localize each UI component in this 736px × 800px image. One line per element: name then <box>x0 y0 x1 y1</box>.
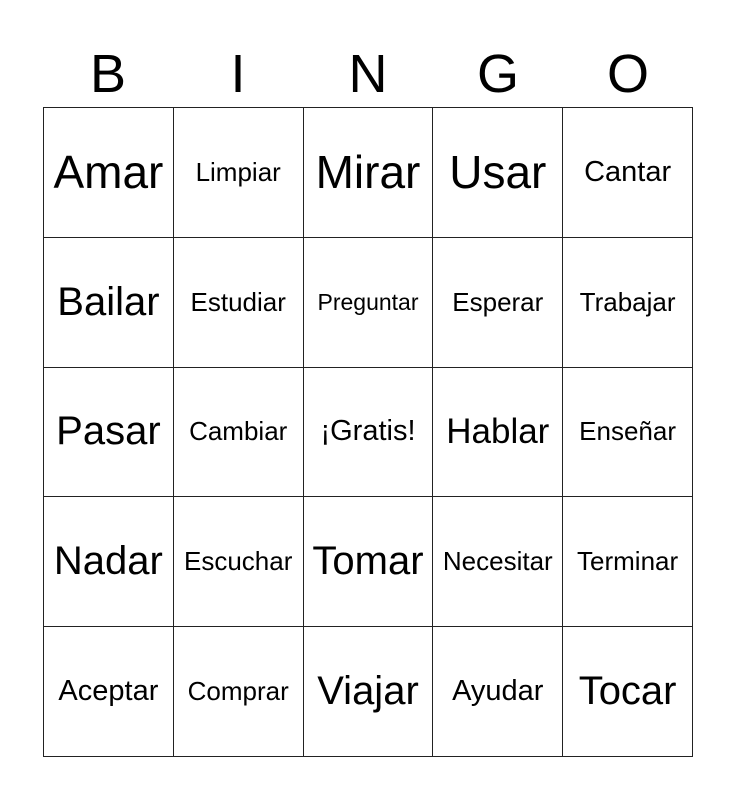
bingo-cell: Estudiar <box>174 238 304 368</box>
bingo-cell: Cambiar <box>174 368 304 498</box>
bingo-cell: Hablar <box>433 368 563 498</box>
bingo-cell: Necesitar <box>433 497 563 627</box>
bingo-cell: Usar <box>433 108 563 238</box>
bingo-cell: Terminar <box>563 497 693 627</box>
bingo-cell: Pasar <box>44 368 174 498</box>
bingo-cell: Cantar <box>563 108 693 238</box>
header-letter-o: O <box>606 44 649 104</box>
header-letter-b: B <box>89 44 127 104</box>
bingo-cell: Tomar <box>304 497 434 627</box>
bingo-cell: Preguntar <box>304 238 434 368</box>
bingo-cell: Enseñar <box>563 368 693 498</box>
header-letter-g: G <box>476 44 519 104</box>
bingo-cell: Viajar <box>304 627 434 757</box>
bingo-cell: Nadar <box>44 497 174 627</box>
bingo-cell: Bailar <box>44 238 174 368</box>
bingo-cell: Ayudar <box>433 627 563 757</box>
bingo-cell: Esperar <box>433 238 563 368</box>
bingo-header <box>43 44 693 104</box>
bingo-cell: Amar <box>44 108 174 238</box>
bingo-cell: Limpiar <box>174 108 304 238</box>
bingo-cell: Trabajar <box>563 238 693 368</box>
bingo-cell: Mirar <box>304 108 434 238</box>
header-letter-i: I <box>230 44 246 104</box>
bingo-cell: Tocar <box>563 627 693 757</box>
bingo-board <box>43 107 693 757</box>
bingo-cell: Escuchar <box>174 497 304 627</box>
bingo-cell: Aceptar <box>44 627 174 757</box>
header-letter-n: N <box>348 44 388 104</box>
bingo-cell: Comprar <box>174 627 304 757</box>
bingo-cell free-space: ¡Gratis! <box>304 368 434 498</box>
